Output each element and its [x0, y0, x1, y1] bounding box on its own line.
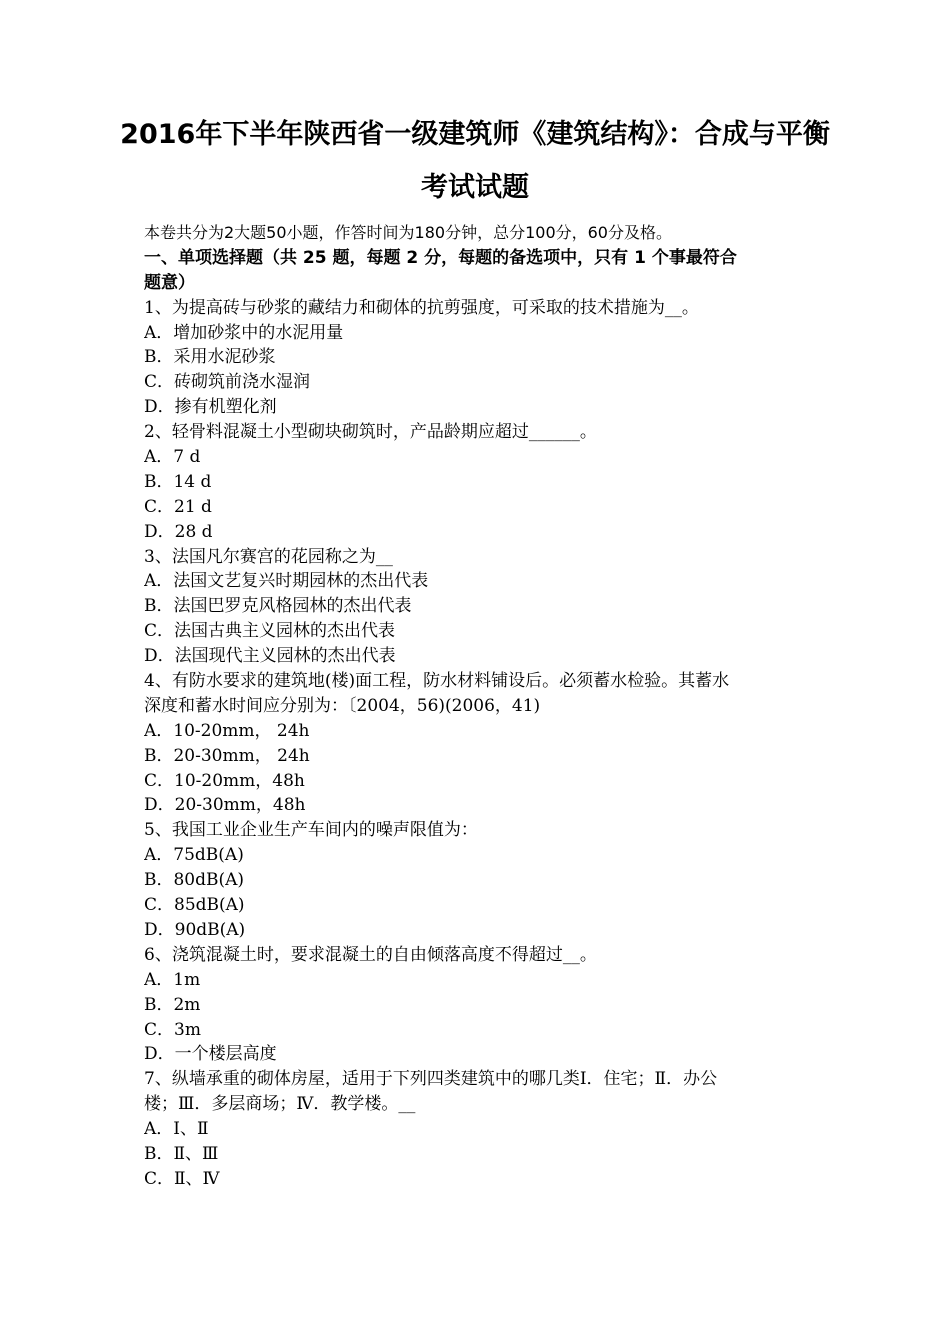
question-line: A．增加砂浆中的水泥用量: [144, 322, 344, 343]
question-line: 7、纵墙承重的砌体房屋，适用于下列四类建筑中的哪几类Ⅰ．住宅；Ⅱ．办公: [144, 1069, 718, 1090]
question-line: A．法国文艺复兴时期园林的杰出代表: [144, 571, 429, 592]
question-line: A．10-20mm， 24h: [144, 720, 310, 741]
question-line: D．90dB(A): [144, 919, 246, 940]
question-line: 楼；Ⅲ．多层商场；Ⅳ．教学楼。__: [144, 1094, 416, 1115]
question-line: B．20-30mm， 24h: [144, 745, 310, 766]
question-line: 4、有防水要求的建筑地(楼)面工程，防水材料铺设后。必须蓄水检验。其蓄水: [144, 671, 730, 692]
section-heading-line2: 题意）: [144, 272, 195, 293]
question-line: 3、法国凡尔赛宫的花园称之为__: [144, 546, 393, 567]
document-title-line2: 考试试题: [421, 172, 529, 203]
question-line: C．3m: [144, 1019, 201, 1040]
question-line: C．砖砌筑前浇水湿润: [144, 372, 311, 393]
question-line: C．85dB(A): [144, 895, 245, 916]
question-line: A．1m: [144, 969, 201, 990]
question-line: C．10-20mm，48h: [144, 770, 305, 791]
question-line: C．Ⅱ、Ⅳ: [144, 1168, 220, 1189]
question-list: [144, 296, 808, 1192]
question-line: C．21 d: [144, 496, 212, 517]
question-line: 5、我国工业企业生产车间内的噪声限值为：: [144, 820, 478, 841]
question-line: A．Ⅰ、Ⅱ: [144, 1119, 209, 1140]
question-line: B．采用水泥砂浆: [144, 347, 276, 368]
question-line: 6、浇筑混凝土时，要求混凝土的自由倾落高度不得超过__。: [144, 944, 597, 965]
question-line: B．Ⅱ、Ⅲ: [144, 1143, 219, 1164]
question-line: B．2m: [144, 994, 201, 1015]
question-line: A．75dB(A): [144, 845, 244, 866]
document-title-line1: 2016年下半年陕西省一级建筑师《建筑结构》：合成与平衡: [120, 119, 830, 150]
exam-intro: 本卷共分为2大题50小题，作答时间为180分钟，总分100分，60分及格。: [144, 223, 672, 242]
question-line: D．28 d: [144, 521, 213, 542]
question-line: 2、轻骨料混凝土小型砌块砌筑时，产品龄期应超过______。: [144, 422, 597, 443]
question-line: D．掺有机塑化剂: [144, 397, 277, 418]
question-line: D．一个楼层高度: [144, 1044, 277, 1065]
question-line: A．7 d: [144, 447, 201, 468]
question-line: C．法国古典主义园林的杰出代表: [144, 621, 396, 642]
question-line: B．法国巴罗克风格园林的杰出代表: [144, 596, 412, 617]
question-line: B．80dB(A): [144, 870, 245, 891]
question-line: D．法国现代主义园林的杰出代表: [144, 646, 396, 667]
question-line: 深度和蓄水时间应分别为：〔2004，56)(2006，41): [144, 695, 541, 716]
question-line: B．14 d: [144, 471, 212, 492]
document-body: [144, 221, 808, 1192]
question-line: 1、为提高砖与砂浆的藏结力和砌体的抗剪强度，可采取的技术措施为__。: [144, 297, 699, 318]
section-heading-line1: 一、单项选择题（共 25 题，每题 2 分，每题的备选项中，只有 1 个事最符合: [144, 247, 737, 268]
question-line: D．20-30mm，48h: [144, 795, 306, 816]
